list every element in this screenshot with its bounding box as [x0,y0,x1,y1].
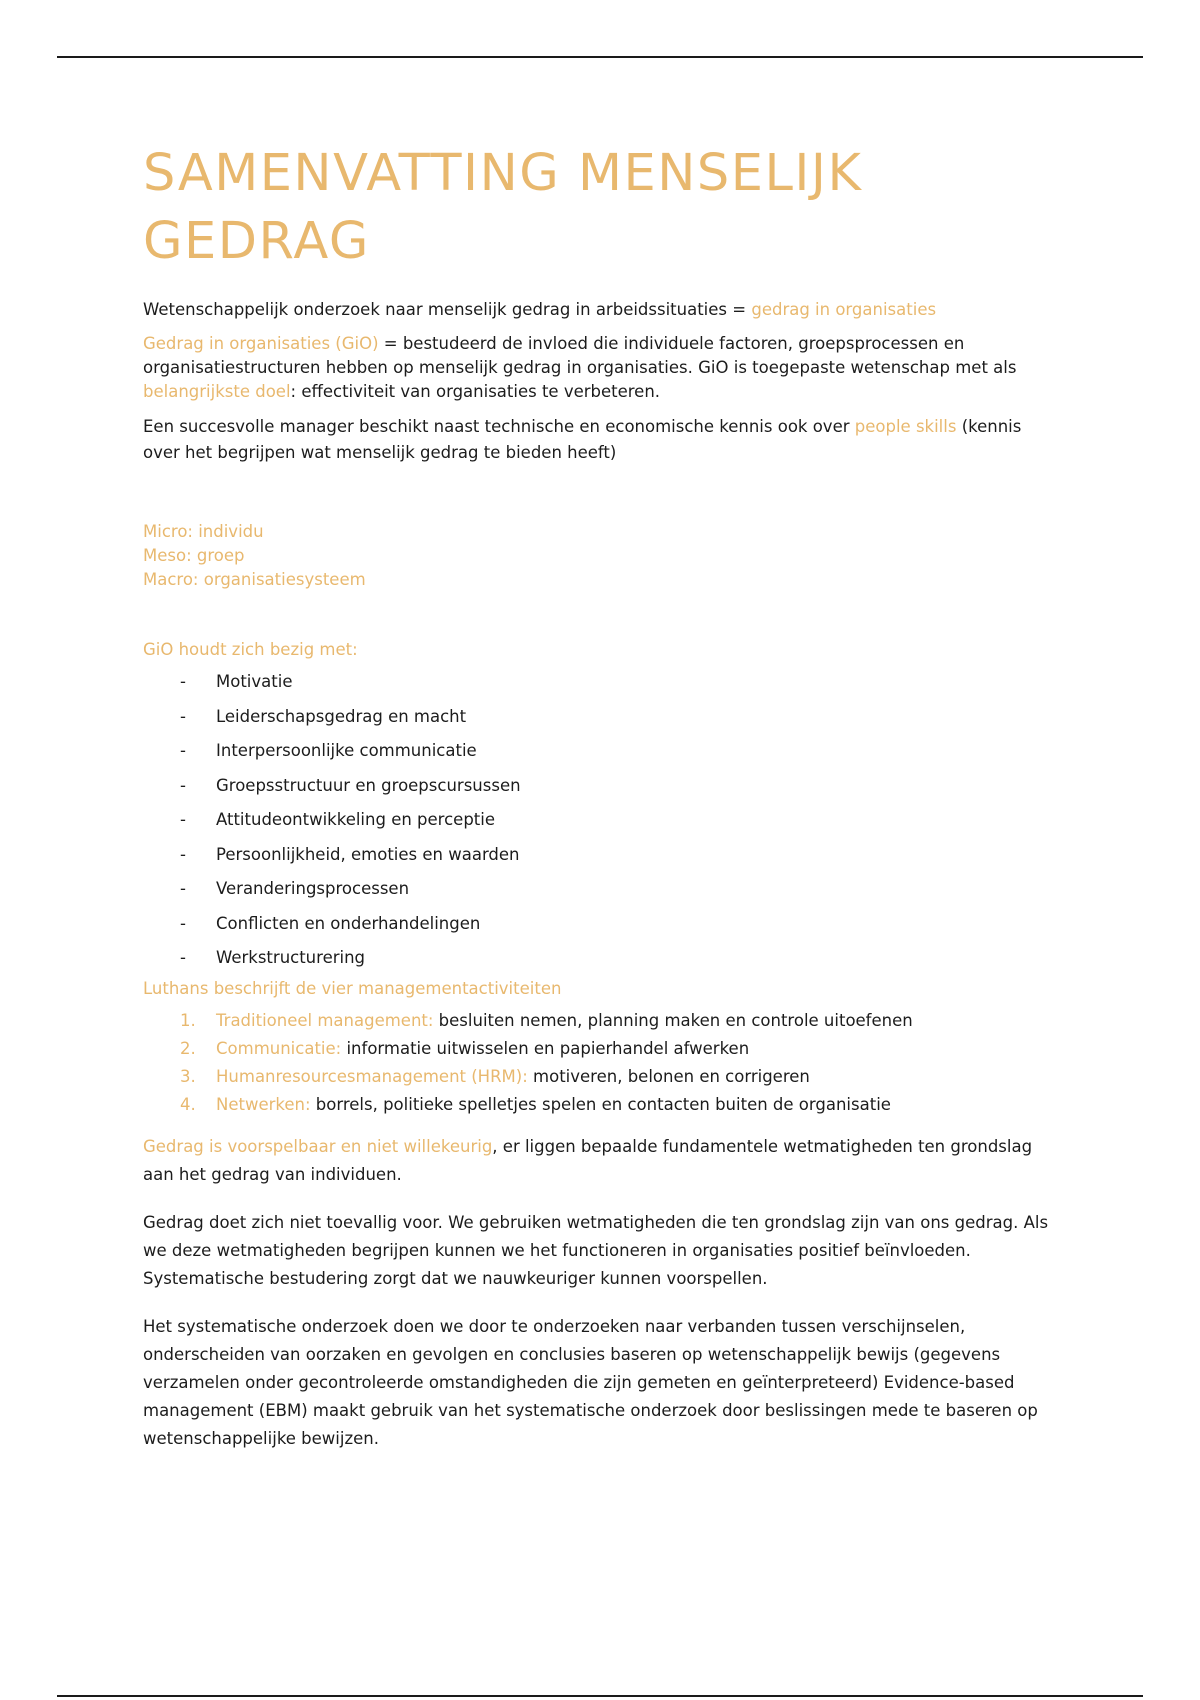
chance-paragraph: Gedrag doet zich niet toevallig voor. We gebruiken wetmatigheden die ten grondslag zijn van ons gedrag. Als we deze wetmatigheden begrijpen kunnen we het functioneren in organisaties positief beïnvloeden. Systematische bestudering zorgt dat we nauwkeuriger kunnen voorspellen. [143,1212,1049,1288]
bottom-rule [57,1695,1143,1697]
manager-text-2: (kennis over het begrijpen wat menselijk gedrag te bieden heeft) [143,417,1022,462]
intro-text: Wetenschappelijk onderzoek naar menselijk gedrag in arbeidssituaties = [143,300,752,319]
intro-highlight: gedrag in organisaties [751,300,937,319]
list-item: - Interpersoonlijke communicatie [180,741,477,760]
manager-paragraph [143,414,1063,466]
list-item: - Werkstructurering [180,948,366,967]
gio-topics-list [143,670,1063,970]
luthans-heading: Luthans beschrijft de vier managementactiviteiten [143,978,562,998]
list-item: - Motivatie [180,672,293,691]
level-micro: Micro: individu [143,522,264,541]
list-item: - Leiderschapsgedrag en macht [180,706,467,726]
gio-goal-text: : effectiviteit van organisaties te verbeteren. [290,382,661,401]
predictable-highlight: Gedrag is voorspelbaar en niet willekeurig [143,1136,493,1156]
list-item: 2. Communicatie: informatie uitwisselen en papierhandel afwerken [180,1038,750,1058]
level-macro: Macro: organisatiesysteem [143,570,366,589]
research-paragraph: Het systematische onderzoek doen we door te onderzoeken naar verbanden tussen verschijnselen, onderscheiden van oorzaken en gevolgen en conclusies baseren op wetenschappelijk bewijs (gegevens verzamelen onder gecontroleerde omstandigheden die zijn gemeten en geïnterpreteerd) Evidence-based management (EBM) maakt gebruik van het systematische onderzoek door beslissingen mede te baseren op wetenschappelijke bewijzen. [143,1316,1038,1448]
gio-topics-heading: GiO houdt zich bezig met: [143,640,358,659]
gio-term: Gedrag in organisaties (GiO) [143,334,379,353]
list-item: - Conflicten en onderhandelingen [180,913,481,933]
people-skills-highlight: people skills [854,417,957,436]
list-item: 1. Traditioneel management: besluiten nemen, planning maken en controle uitoefenen [180,1010,913,1030]
list-item: 4. Netwerken: borrels, politieke spelletjes spelen en contacten buiten de organisatie [180,1094,891,1114]
list-item: - Groepsstructuur en groepscursussen [180,775,521,795]
list-item: - Veranderingsprocessen [180,879,410,898]
gio-goal-term: belangrijkste doel [143,382,291,401]
level-meso: Meso: groep [143,546,245,565]
list-item: 3. Humanresourcesmanagement (HRM): motiveren, belonen en corrigeren [180,1066,810,1086]
top-rule [57,56,1143,58]
list-item: - Attitudeontwikkeling en perceptie [180,810,495,829]
gio-text: = bestudeerd de invloed die individuele factoren, groepsprocessen en organisatiestructuren hebben op menselijk gedrag in organisaties. GiO is toegepaste wetenschap met als [143,334,1017,377]
manager-text: Een succesvolle manager beschikt naast technische en economische kennis ook over [143,417,855,436]
page-title: SAMENVATTING MENSELIJK GEDRAG [143,144,863,271]
predictable-paragraph [143,1133,1063,1189]
document-body [143,140,1063,1473]
intro-paragraph [143,298,1063,322]
analysis-levels [143,520,1063,592]
list-item: - Persoonlijkheid, emoties en waarden [180,844,520,864]
predictable-text: , er liggen bepaalde fundamentele wetmatigheden ten grondslag aan het gedrag van individuen. [143,1136,1033,1184]
gio-definition [143,332,1063,404]
luthans-list [143,1009,1063,1117]
